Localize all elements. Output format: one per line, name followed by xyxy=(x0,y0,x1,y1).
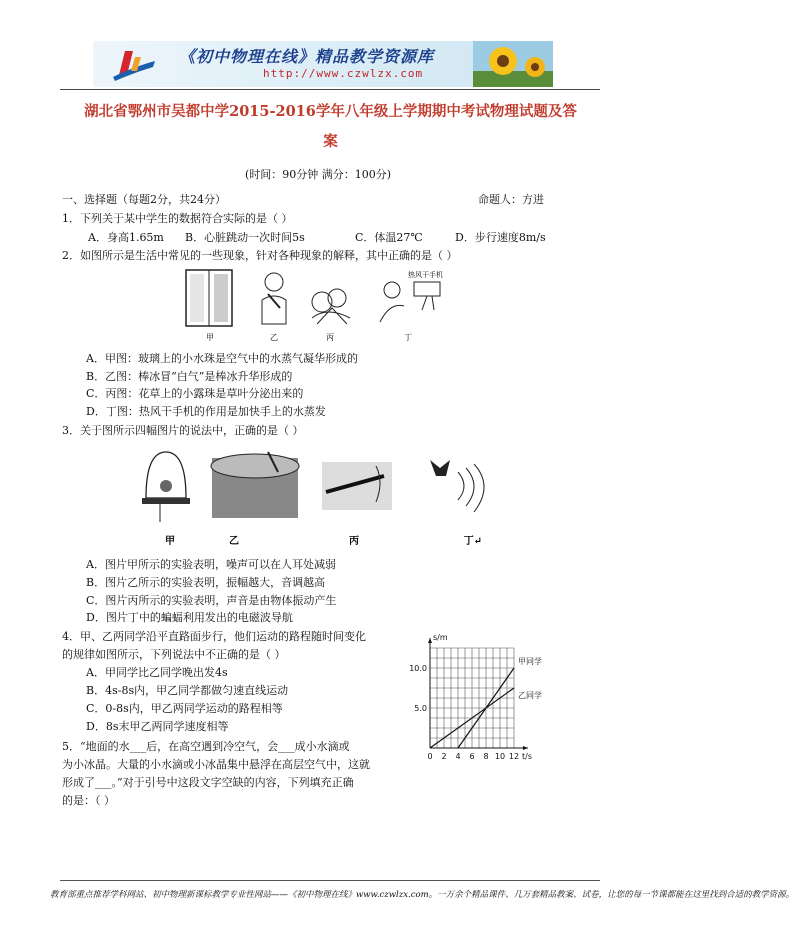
exam-author: 命题人：方进 xyxy=(478,193,544,206)
q5-line4: 的是：（ ） xyxy=(62,794,115,807)
q2-option-d: D．丁图：热风干手机的作用是加快手上的水蒸发 xyxy=(86,405,326,418)
banner-url: http://www.czwlzx.com xyxy=(263,67,424,80)
q1-stem: 1．下列关于某中学生的数据符合实际的是（ ） xyxy=(62,212,293,225)
x-tick-label: 12 xyxy=(508,752,520,761)
x-tick-label: 2 xyxy=(441,752,447,761)
q2-option-c: C．丙图：花草上的小露珠是草叶分泌出来的 xyxy=(86,387,304,400)
q2-label-b: 乙 xyxy=(270,333,278,342)
q2-option-b: B．乙图：棒冰冒“白气”是棒冰升华形成的 xyxy=(86,370,293,383)
x-axis-label: t/s xyxy=(522,752,532,761)
y-axis-label: s/m xyxy=(433,633,448,642)
q3-option-b: B．图片乙所示的实验表明，振幅越大，音调越高 xyxy=(86,576,326,589)
q1-option-d: D．步行速度8m/s xyxy=(455,231,546,244)
q3-option-a: A．图片甲所示的实验表明，噪声可以在人耳处减弱 xyxy=(86,558,336,571)
x-tick-label: 6 xyxy=(469,752,475,761)
q4-stem-line2: 的规律如图所示，下列说法中不正确的是（ ） xyxy=(62,648,286,661)
q1-option-c: C．体温27℃ xyxy=(355,231,423,244)
q1-option-b: B．心脏跳动一次时间5s xyxy=(185,231,305,244)
page-title-cont: 案 xyxy=(323,133,338,150)
q3-label-a: 甲 xyxy=(165,536,175,547)
q5-line2: 为小冰晶。大量的小水滴或小冰晶集中悬浮在高层空气中，这就 xyxy=(62,758,370,771)
q2-label-a: 甲 xyxy=(206,333,214,342)
y-tick-label: 5.0 xyxy=(414,704,427,713)
q3-label-b: 乙 xyxy=(229,536,239,547)
q2-label-c: 丙 xyxy=(326,333,334,342)
x-tick-label: 8 xyxy=(483,752,489,761)
series-label-2: 乙同学 xyxy=(518,691,542,700)
x-tick-label: 4 xyxy=(455,752,461,761)
q2-figure xyxy=(182,266,462,344)
x-tick-label: 10 xyxy=(494,752,506,761)
q2-stem: 2．如图所示是生活中常见的一些现象，针对各种现象的解释，其中正确的是（ ） xyxy=(62,249,458,262)
series-label-1: 甲同学 xyxy=(518,657,542,666)
ruler-icon xyxy=(322,462,392,510)
sunflower-icon xyxy=(473,41,553,87)
footer-rule xyxy=(60,880,600,881)
window-icon xyxy=(186,270,232,326)
banner-title: 《初中物理在线》精品教学资源库 xyxy=(179,47,435,66)
q4-option-d: D．8s末甲乙两同学速度相等 xyxy=(86,720,229,733)
header-banner xyxy=(93,41,553,87)
q4-option-a: A．甲同学比乙同学晚出发4s xyxy=(86,666,228,679)
boy-icon xyxy=(262,273,286,324)
q1-option-a: A．身高1.65m xyxy=(88,231,164,244)
x-tick-label: 0 xyxy=(427,752,433,761)
q4-option-c: C．0-8s内，甲乙两同学运动的路程相等 xyxy=(86,702,283,715)
page-title: 湖北省鄂州市吴都中学2015-2016学年八年级上学期期中考试物理试题及答 xyxy=(84,103,577,120)
bat-icon xyxy=(430,460,484,512)
q3-label-c: 丙 xyxy=(349,536,359,547)
y-axis-arrow xyxy=(428,638,432,643)
footer-text: 教育部重点推荐学科网站、初中物理新课标教学专业性网站——《初中物理在线》www.czwlzx.com。一万余个精品课件、几万套精品教案、试卷，让您的每一节课都能在这里找到合适的教学资源。 xyxy=(50,890,794,900)
q4-option-b: B．4s-8s内，甲乙同学都做匀速直线运动 xyxy=(86,684,289,697)
bell-jar-icon xyxy=(142,452,190,522)
q5-line3: 形成了___。”对于引号中这段文字空缺的内容，下列填充正确 xyxy=(62,776,354,789)
q3-option-c: C．图片丙所示的实验表明，声音是由物体振动产生 xyxy=(86,594,337,607)
q4-stem-line1: 4．甲、乙两同学沿平直路面步行，他们运动的路程随时间变化 xyxy=(62,630,366,643)
q3-option-d: D．图片丁中的蝙蝠利用发出的电磁波导航 xyxy=(86,611,293,624)
q3-label-d: 丁↵ xyxy=(463,536,483,547)
section-heading: 一、选择题（每题2分，共24分） xyxy=(62,193,226,206)
q2-option-a: A．甲图：玻璃上的小水珠是空气中的水蒸气凝华形成的 xyxy=(86,352,358,365)
header-rule xyxy=(60,89,600,90)
drum-icon xyxy=(211,452,299,518)
flower-icon xyxy=(312,289,350,324)
q3-figure xyxy=(140,442,520,550)
dryer-label: 热风干手机 xyxy=(408,271,443,279)
y-tick-label: 10.0 xyxy=(409,664,427,673)
hand-dryer-icon xyxy=(380,282,440,322)
q5-line1: 5．“地面的水___后，在高空遇到冷空气，会___成小水滴或 xyxy=(62,740,350,753)
distance-time-chart xyxy=(398,633,558,768)
exam-time: (时间：90分钟 满分：100分) xyxy=(245,168,392,181)
site-logo-icon xyxy=(103,47,161,83)
q2-label-d: 丁 xyxy=(404,333,412,342)
q3-stem: 3．关于图所示四幅图片的说法中，正确的是（ ） xyxy=(62,424,304,437)
x-axis-arrow xyxy=(523,746,528,750)
